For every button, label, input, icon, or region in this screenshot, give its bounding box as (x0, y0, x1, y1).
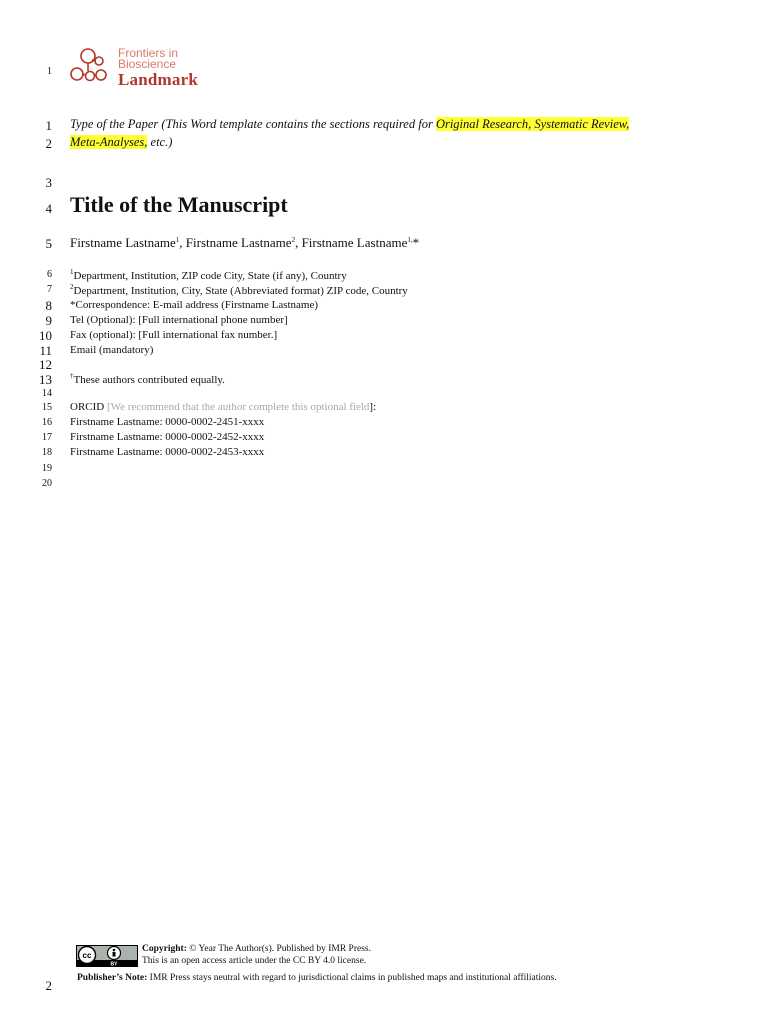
paper-type-highlight: Original Research, Systematic Review, (435, 117, 630, 131)
line-number: 12 (39, 357, 52, 372)
equal-contribution-line (70, 372, 225, 386)
cc-by-license-badge (76, 945, 138, 967)
tel-line: Tel (Optional): [Full international phone number] (70, 314, 288, 326)
license-line: This is an open access article under the CC BY 4.0 license. (142, 956, 367, 966)
logo-line-1: Frontiers in (118, 46, 179, 60)
orcid-hint: We recommend that the author complete this optional field (110, 401, 370, 413)
orcid-bracket-open: [ (106, 401, 111, 413)
email-line: Email (mandatory) (70, 344, 154, 356)
corresponding-star: * (412, 235, 420, 250)
author-superscript: 2 (291, 236, 296, 244)
cc-badge-text: cc (82, 951, 92, 960)
line-number: 20 (42, 478, 52, 489)
line-number: 2 (45, 978, 52, 993)
line-number: 6 (47, 269, 52, 280)
line-number: 1 (45, 118, 52, 133)
copyright-text: © Year The Author(s). Published by IMR Press. (186, 944, 371, 954)
line-number: 10 (39, 328, 52, 343)
line-number: 9 (45, 313, 52, 328)
orcid-entry: Firstname Lastname: 0000-0002-2452-xxxx (70, 431, 265, 443)
molecule-logo-icon (68, 44, 118, 92)
orcid-header (70, 401, 376, 413)
affiliation-1 (70, 268, 347, 282)
line-number: 13 (39, 372, 52, 387)
copyright-label: Copyright: (142, 944, 187, 954)
line-number: 1 (47, 66, 52, 77)
fax-line: Fax (optional): [Full international fax number.] (70, 329, 278, 341)
copyright-line (142, 944, 371, 954)
logo-line-3: Landmark (118, 70, 199, 89)
line-number: 18 (42, 447, 52, 458)
author-superscript: 1, (407, 236, 413, 244)
author-superscript: 1 (175, 236, 180, 244)
logo-line-2: Bioscience (118, 57, 177, 71)
journal-logo (68, 44, 208, 92)
author-name: Firstname Lastname (185, 235, 292, 250)
line-number: 3 (45, 175, 52, 190)
by-badge-text: BY (110, 961, 118, 967)
publisher-note (77, 973, 557, 983)
line-number: 8 (45, 298, 52, 313)
line-number: 4 (45, 201, 52, 216)
line-number: 2 (45, 136, 52, 151)
line-number: 5 (45, 236, 52, 251)
paper-type-text: etc.) (147, 135, 173, 149)
affiliation-superscript: 1 (70, 268, 74, 276)
line-number: 17 (42, 432, 52, 443)
orcid-bracket-close: ]: (369, 401, 377, 413)
paper-type-line-2 (70, 135, 172, 150)
affiliation-superscript: 2 (70, 283, 74, 291)
line-number: 11 (39, 343, 52, 358)
dagger-superscript: † (70, 372, 74, 380)
line-number: 15 (42, 402, 52, 413)
paper-type-line-1 (70, 117, 629, 132)
correspondence-line: *Correspondence: E-mail address (Firstname Lastname) (70, 299, 319, 311)
orcid-entry: Firstname Lastname: 0000-0002-2451-xxxx (70, 416, 265, 428)
author-separator: , (295, 235, 302, 250)
affiliation-text: Department, Institution, City, State (Abbreviated format) ZIP code, Country (73, 285, 408, 297)
author-name: Firstname Lastname (301, 235, 408, 250)
publisher-note-text: IMR Press stays neutral with regard to jurisdictional claims in published maps and institutional affiliations. (147, 973, 557, 983)
author-name: Firstname Lastname (70, 235, 176, 250)
equal-contribution-text: These authors contributed equally. (73, 374, 225, 386)
line-number: 19 (42, 463, 52, 474)
line-number: 14 (42, 388, 52, 399)
publisher-note-label: Publisher’s Note: (77, 973, 148, 983)
author-list (70, 235, 419, 251)
paper-type-text: Type of the Paper (This Word template contains the sections required for (70, 117, 436, 131)
line-number: 7 (47, 284, 52, 295)
orcid-label: ORCID (70, 401, 107, 413)
affiliation-2 (70, 283, 408, 297)
orcid-entry: Firstname Lastname: 0000-0002-2453-xxxx (70, 446, 265, 458)
paper-type-highlight: Meta-Analyses, (70, 135, 148, 149)
manuscript-title: Title of the Manuscript (70, 192, 288, 217)
affiliation-text: Department, Institution, ZIP code City, State (if any), Country (73, 270, 347, 282)
author-separator: , (179, 235, 186, 250)
line-number: 16 (42, 417, 52, 428)
